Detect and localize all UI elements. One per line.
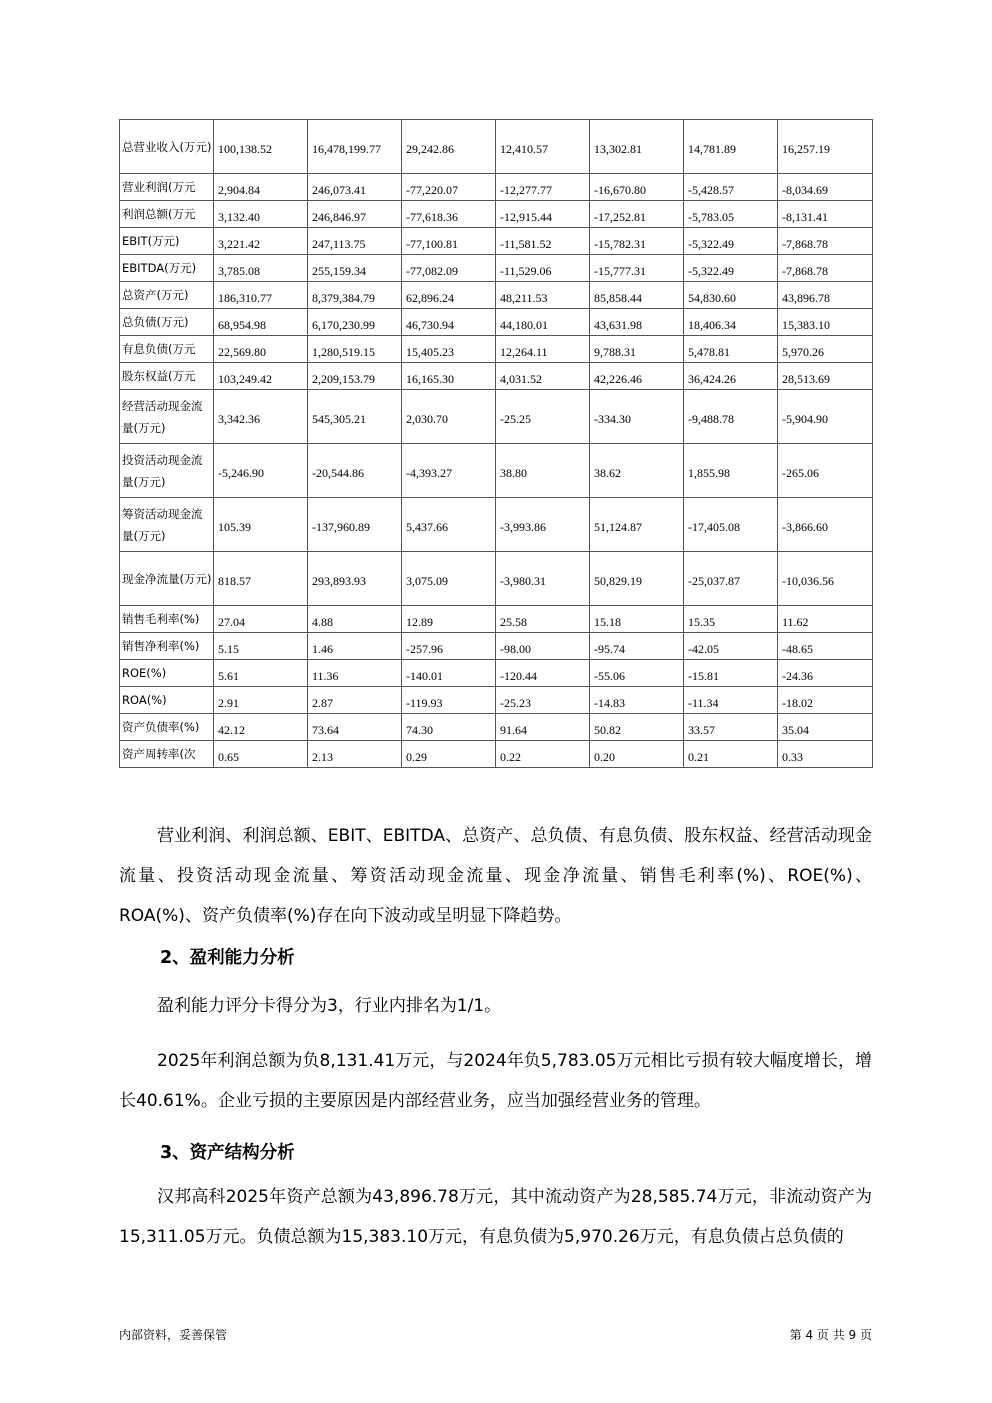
table-cell: -5,246.90 [214, 444, 308, 498]
table-cell: 14,781.89 [684, 120, 778, 174]
row-label: 资产周转率(次 [120, 741, 214, 768]
row-label: 总负债(万元) [120, 309, 214, 336]
trend-paragraph: 营业利润、利润总额、EBIT、EBITDA、总资产、总负债、有息负债、股东权益、经营活动现金流量、投资活动现金流量、筹资活动现金流量、现金净流量、销售毛利率(%)、ROE(%)、ROA(%)、资产负债率(%)存在向下波动或呈明显下降趋势。 [119, 826, 872, 926]
row-label: 经营活动现金流量(万元) [120, 390, 214, 444]
table-cell: 74.30 [402, 714, 496, 741]
table-cell: -98.00 [496, 633, 590, 660]
table-cell: -25.23 [496, 687, 590, 714]
table-cell: 62,896.24 [402, 282, 496, 309]
table-cell: 0.29 [402, 741, 496, 768]
table-cell: 3,132.40 [214, 201, 308, 228]
table-cell: 48,211.53 [496, 282, 590, 309]
section-heading-asset-structure: 3、资产结构分析 [160, 1143, 295, 1163]
table-cell: 28,513.69 [778, 363, 873, 390]
footer-page-number: 第 4 页 共 9 页 [789, 1328, 872, 1342]
table-cell: -16,670.80 [590, 174, 684, 201]
table-cell: 1,280,519.15 [308, 336, 402, 363]
table-cell: -140.01 [402, 660, 496, 687]
row-label: 销售毛利率(%) [120, 606, 214, 633]
table-row [120, 309, 873, 336]
table-cell: 12,264.11 [496, 336, 590, 363]
profit-detail-paragraph: 2025年利润总额为负8,131.41万元，与2024年负5,783.05万元相比亏损有较大幅度增长，增长40.61%。企业亏损的主要原因是内部经营业务，应当加强经营业务的管理。 [119, 1051, 872, 1111]
table-cell: 42.12 [214, 714, 308, 741]
table-cell: 2,030.70 [402, 390, 496, 444]
row-label: 销售净利率(%) [120, 633, 214, 660]
table-cell: 2.13 [308, 741, 402, 768]
table-row [120, 120, 873, 174]
table-cell: 91.64 [496, 714, 590, 741]
table-cell: 11.62 [778, 606, 873, 633]
table-cell: -18.02 [778, 687, 873, 714]
table-cell: -11.34 [684, 687, 778, 714]
table-cell: 27.04 [214, 606, 308, 633]
table-cell: 44,180.01 [496, 309, 590, 336]
table-cell: 18,406.34 [684, 309, 778, 336]
table-cell: 3,342.36 [214, 390, 308, 444]
row-label: EBITDA(万元) [120, 255, 214, 282]
table-row [120, 444, 873, 498]
table-row [120, 201, 873, 228]
table-cell: 50,829.19 [590, 552, 684, 606]
table-cell: 54,830.60 [684, 282, 778, 309]
table-cell: -3,866.60 [778, 498, 873, 552]
table-row [120, 606, 873, 633]
table-cell: 3,785.08 [214, 255, 308, 282]
table-cell: -77,082.09 [402, 255, 496, 282]
table-cell: 4,031.52 [496, 363, 590, 390]
table-cell: 0.21 [684, 741, 778, 768]
table-cell: -11,581.52 [496, 228, 590, 255]
table-cell: -3,980.31 [496, 552, 590, 606]
table-cell: 51,124.87 [590, 498, 684, 552]
table-cell: 1.46 [308, 633, 402, 660]
table-cell: -24.36 [778, 660, 873, 687]
table-cell: 50.82 [590, 714, 684, 741]
table-cell: 6,170,230.99 [308, 309, 402, 336]
table-cell: 15,383.10 [778, 309, 873, 336]
section-heading-profitability: 2、盈利能力分析 [160, 948, 295, 968]
table-row [120, 741, 873, 768]
table-cell: 246,073.41 [308, 174, 402, 201]
row-label: ROA(%) [120, 687, 214, 714]
table-cell: -17,252.81 [590, 201, 684, 228]
table-cell: 2,904.84 [214, 174, 308, 201]
table-cell: -25.25 [496, 390, 590, 444]
table-cell: -7,868.78 [778, 255, 873, 282]
row-label: 现金净流量(万元) [120, 552, 214, 606]
table-cell: -15.81 [684, 660, 778, 687]
table-cell: -120.44 [496, 660, 590, 687]
table-cell: -5,428.57 [684, 174, 778, 201]
table-cell: 5.15 [214, 633, 308, 660]
table-cell: -5,783.05 [684, 201, 778, 228]
row-label: 总营业收入(万元) [120, 120, 214, 174]
row-label: 筹资活动现金流量(万元) [120, 498, 214, 552]
row-label: EBIT(万元) [120, 228, 214, 255]
table-cell: 73.64 [308, 714, 402, 741]
table-cell: 5,478.81 [684, 336, 778, 363]
table-cell: 2,209,153.79 [308, 363, 402, 390]
table-cell: 4.88 [308, 606, 402, 633]
table-cell: 100,138.52 [214, 120, 308, 174]
table-cell: 5,970.26 [778, 336, 873, 363]
table-cell: 43,631.98 [590, 309, 684, 336]
table-cell: 42,226.46 [590, 363, 684, 390]
profit-score-paragraph: 盈利能力评分卡得分为3，行业内排名为1/1。 [157, 996, 502, 1016]
table-row [120, 390, 873, 444]
table-row [120, 552, 873, 606]
table-cell: 16,257.19 [778, 120, 873, 174]
table-cell: 818.57 [214, 552, 308, 606]
table-cell: -4,393.27 [402, 444, 496, 498]
table-row [120, 282, 873, 309]
table-row [120, 714, 873, 741]
table-cell: 16,478,199.77 [308, 120, 402, 174]
table-cell: -17,405.08 [684, 498, 778, 552]
table-cell: 15,405.23 [402, 336, 496, 363]
table-row [120, 498, 873, 552]
footer-confidential: 内部资料，妥善保管 [119, 1328, 228, 1342]
table-cell: -77,220.07 [402, 174, 496, 201]
table-cell: 103,249.42 [214, 363, 308, 390]
row-label: 利润总额(万元 [120, 201, 214, 228]
table-cell: -5,322.49 [684, 228, 778, 255]
table-cell: -265.06 [778, 444, 873, 498]
table-cell: -15,782.31 [590, 228, 684, 255]
table-cell: -8,131.41 [778, 201, 873, 228]
table-row [120, 255, 873, 282]
table-cell: -119.93 [402, 687, 496, 714]
table-cell: -77,100.81 [402, 228, 496, 255]
table-row [120, 228, 873, 255]
table-cell: 8,379,384.79 [308, 282, 402, 309]
table-cell: 3,075.09 [402, 552, 496, 606]
table-cell: 46,730.94 [402, 309, 496, 336]
table-cell: 545,305.21 [308, 390, 402, 444]
table-row [120, 687, 873, 714]
table-cell: 0.20 [590, 741, 684, 768]
table-cell: -12,277.77 [496, 174, 590, 201]
table-cell: 25.58 [496, 606, 590, 633]
asset-detail-paragraph: 汉邦高科2025年资产总额为43,896.78万元，其中流动资产为28,585.74万元，非流动资产为15,311.05万元。负债总额为15,383.10万元，有息负债为5,970.26万元，有息负债占总负债的 [119, 1187, 872, 1247]
table-cell: 29,242.86 [402, 120, 496, 174]
table-cell: 38.62 [590, 444, 684, 498]
table-cell: -5,322.49 [684, 255, 778, 282]
table-cell: 246,846.97 [308, 201, 402, 228]
table-cell: 85,858.44 [590, 282, 684, 309]
table-cell: 0.33 [778, 741, 873, 768]
table-cell: 255,159.34 [308, 255, 402, 282]
table-cell: -257.96 [402, 633, 496, 660]
row-label: 有息负债(万元 [120, 336, 214, 363]
table-cell: 12.89 [402, 606, 496, 633]
table-cell: -48.65 [778, 633, 873, 660]
row-label: 资产负债率(%) [120, 714, 214, 741]
table-cell: -25,037.87 [684, 552, 778, 606]
table-cell: 5.61 [214, 660, 308, 687]
table-cell: 43,896.78 [778, 282, 873, 309]
financial-indicators-table [119, 119, 873, 768]
table-cell: 0.65 [214, 741, 308, 768]
table-cell: 22,569.80 [214, 336, 308, 363]
table-cell: 247,113.75 [308, 228, 402, 255]
table-cell: 11.36 [308, 660, 402, 687]
table-cell: -14.83 [590, 687, 684, 714]
table-cell: 2.91 [214, 687, 308, 714]
table-cell: -20,544.86 [308, 444, 402, 498]
table-cell: 16,165.30 [402, 363, 496, 390]
table-cell: 2.87 [308, 687, 402, 714]
row-label: ROE(%) [120, 660, 214, 687]
table-cell: 9,788.31 [590, 336, 684, 363]
table-cell: -3,993.86 [496, 498, 590, 552]
table-cell: 15.35 [684, 606, 778, 633]
table-cell: 0.22 [496, 741, 590, 768]
row-label: 总资产(万元) [120, 282, 214, 309]
table-row [120, 363, 873, 390]
table-cell: -334.30 [590, 390, 684, 444]
table-cell: 15.18 [590, 606, 684, 633]
table-cell: 186,310.77 [214, 282, 308, 309]
row-label: 投资活动现金流量(万元) [120, 444, 214, 498]
table-cell: 68,954.98 [214, 309, 308, 336]
table-cell: 105.39 [214, 498, 308, 552]
table-row [120, 660, 873, 687]
table-cell: 13,302.81 [590, 120, 684, 174]
table-cell: -7,868.78 [778, 228, 873, 255]
table-cell: -137,960.89 [308, 498, 402, 552]
row-label: 股东权益(万元 [120, 363, 214, 390]
table-cell: 38.80 [496, 444, 590, 498]
table-cell: 5,437.66 [402, 498, 496, 552]
table-row [120, 174, 873, 201]
table-row [120, 633, 873, 660]
table-cell: -5,904.90 [778, 390, 873, 444]
table-cell: 1,855.98 [684, 444, 778, 498]
table-cell: -11,529.06 [496, 255, 590, 282]
table-cell: -15,777.31 [590, 255, 684, 282]
table-cell: -12,915.44 [496, 201, 590, 228]
row-label: 营业利润(万元 [120, 174, 214, 201]
table-cell: -95.74 [590, 633, 684, 660]
table-cell: -42.05 [684, 633, 778, 660]
table-cell: 33.57 [684, 714, 778, 741]
table-cell: 3,221.42 [214, 228, 308, 255]
table-cell: -9,488.78 [684, 390, 778, 444]
table-row [120, 336, 873, 363]
table-cell: 35.04 [778, 714, 873, 741]
table-cell: -10,036.56 [778, 552, 873, 606]
table-cell: 293,893.93 [308, 552, 402, 606]
table-cell: -77,618.36 [402, 201, 496, 228]
table-cell: -55.06 [590, 660, 684, 687]
table-cell: 36,424.26 [684, 363, 778, 390]
table-cell: -8,034.69 [778, 174, 873, 201]
table-cell: 12,410.57 [496, 120, 590, 174]
